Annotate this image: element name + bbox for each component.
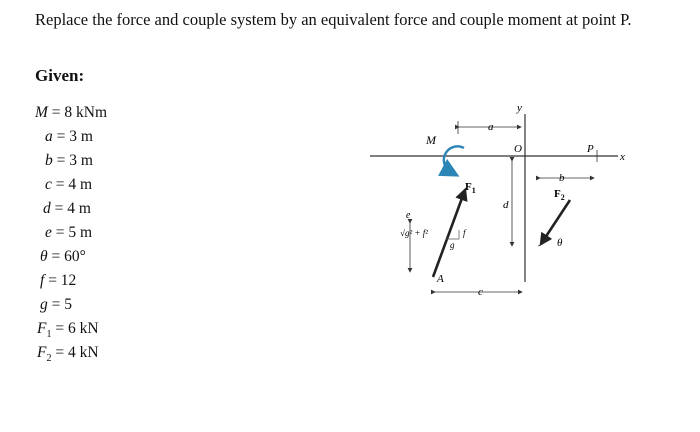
given-value: = 60° xyxy=(51,248,86,265)
given-heading: Given: xyxy=(35,66,85,85)
given-subscript: 2 xyxy=(46,353,52,365)
label-A: A xyxy=(437,273,444,285)
label-y: y xyxy=(517,102,522,114)
given-value: = 4 kN xyxy=(55,344,99,361)
label-b: b xyxy=(559,172,565,184)
given-value: = 3 m xyxy=(56,128,93,145)
label-P: P xyxy=(587,143,594,155)
given-symbol: a xyxy=(45,128,53,145)
force-F1-line xyxy=(433,190,465,277)
label-F1: $F_1$ xyxy=(465,181,476,195)
given-symbol: d xyxy=(43,200,51,217)
label-f: f xyxy=(463,228,466,238)
label-e: e xyxy=(406,210,411,221)
label-g: g xyxy=(450,240,455,250)
given-value: = 8 kNm xyxy=(51,104,108,121)
given-symbol: θ xyxy=(40,248,48,265)
problem-statement: Replace the force and couple system by an equivalent force and couple moment at point P. xyxy=(35,10,632,29)
label-sqrt: √g² + f² xyxy=(400,228,428,238)
given-value: = 5 xyxy=(51,296,72,313)
given-value: = 12 xyxy=(48,272,77,289)
label-d: d xyxy=(503,199,509,211)
given-symbol: c xyxy=(45,176,52,193)
given-symbol: M xyxy=(35,104,48,121)
label-x: x xyxy=(620,151,625,163)
label-F2: $F_2$ xyxy=(554,188,565,202)
label-M: M xyxy=(426,133,436,147)
given-symbol: b xyxy=(45,152,53,169)
given-value: = 4 m xyxy=(55,176,93,193)
label-theta: θ xyxy=(557,237,563,249)
label-a: a xyxy=(488,121,494,133)
given-symbol: F xyxy=(37,344,47,361)
couple-moment-arrow xyxy=(444,146,464,172)
given-symbol: g xyxy=(40,296,48,313)
given-symbol: f xyxy=(40,272,45,289)
given-value: = 5 m xyxy=(55,224,93,241)
label-c: c xyxy=(478,286,483,298)
given-value: = 4 m xyxy=(54,200,91,217)
given-value: = 6 kN xyxy=(55,320,99,337)
given-symbol: F xyxy=(37,320,47,337)
given-subscript: 1 xyxy=(46,329,52,341)
label-O: O xyxy=(514,143,522,155)
force-F2-line xyxy=(541,200,570,244)
given-symbol: e xyxy=(45,224,52,241)
given-value: = 3 m xyxy=(56,152,93,169)
